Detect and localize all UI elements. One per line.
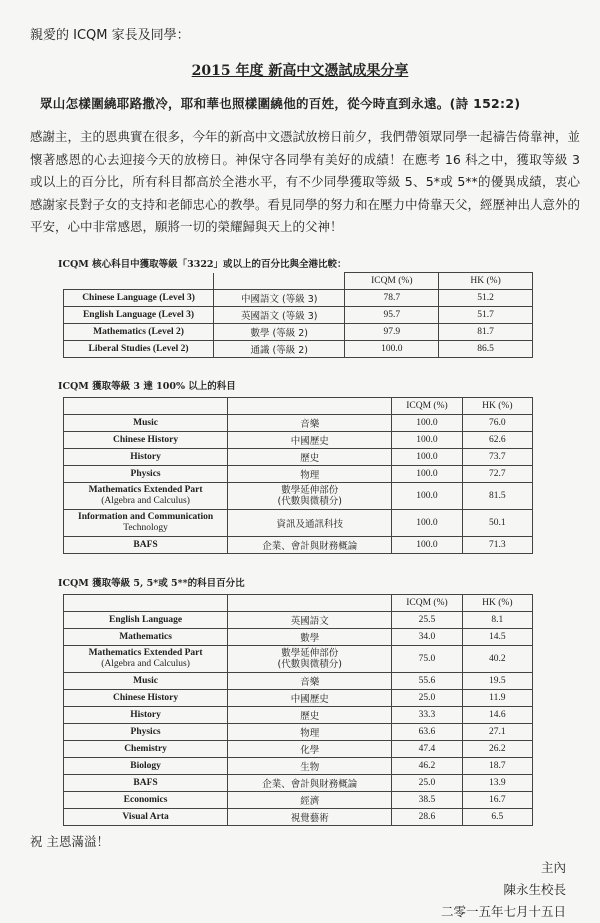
subject-en-cell (64, 324, 214, 341)
subject-en-cell (64, 537, 228, 554)
icqm-percent-cell (345, 307, 439, 324)
subject-zh-cell-line1: 生物 (300, 762, 320, 773)
subject-en-cell (64, 483, 228, 510)
subject-zh-cell-line1: 化學 (300, 745, 320, 756)
icqm-percent-cell (345, 341, 439, 358)
subject-zh-cell (228, 792, 392, 809)
subject-en-cell (64, 466, 228, 483)
table-row (64, 707, 533, 724)
hk-percent-cell-line1: 40.2 (489, 654, 506, 664)
subject-zh-cell (228, 724, 392, 741)
table-row (64, 741, 533, 758)
level3-subjects-table (63, 397, 533, 554)
table-row (64, 449, 533, 466)
icqm-percent-cell (392, 724, 462, 741)
icqm-percent-cell (345, 324, 439, 341)
subject-en-cell (64, 510, 228, 537)
icqm-percent-cell (392, 707, 462, 724)
hk-percent-cell-line1: 71.3 (489, 540, 506, 550)
hk-percent-cell-line1: 51.7 (477, 310, 494, 320)
hk-percent-cell (439, 290, 533, 307)
hk-percent-cell (462, 510, 532, 537)
subject-en-cell (64, 646, 228, 673)
table1-header-row (64, 273, 533, 290)
icqm-percent-cell-line1: 100.0 (381, 344, 403, 354)
hk-percent-cell-line1: 14.5 (489, 632, 506, 642)
hk-percent-cell (462, 537, 532, 554)
hk-percent-cell (462, 724, 532, 741)
icqm-percent-cell-line1: 100.0 (416, 452, 438, 462)
subject-zh-cell-line1: 資訊及通訊科技 (276, 519, 343, 530)
title-text: 2015 年度 新高中文憑試成果分享 (191, 63, 409, 79)
subject-en-cell-line1: Chinese History (112, 435, 179, 445)
subject-en-cell-line2: (Algebra and Calculus) (101, 496, 190, 506)
table3-heading: ICQM 獲取等級 5, 5*或 5**的科目百分比 (58, 578, 245, 589)
hk-percent-cell (462, 707, 532, 724)
table-row (64, 673, 533, 690)
icqm-percent-cell (392, 432, 462, 449)
table-row (64, 341, 533, 358)
icqm-percent-cell (392, 483, 462, 510)
hk-percent-cell (462, 432, 532, 449)
table-row (64, 466, 533, 483)
subject-zh-cell-line1: 數學延伸部份 (281, 648, 339, 659)
subject-en-cell (64, 290, 214, 307)
subject-en-cell (64, 724, 228, 741)
hk-percent-cell-line1: 18.7 (489, 761, 506, 771)
table-row (64, 690, 533, 707)
table2-header-row (64, 398, 533, 415)
table-row (64, 792, 533, 809)
subject-zh-cell (228, 432, 392, 449)
table1-col-hk: HK (%) (439, 273, 533, 290)
subject-en-cell-line1: Physics (130, 469, 161, 479)
subject-zh-cell (228, 537, 392, 554)
subject-zh-cell (214, 307, 345, 324)
subject-en-cell-line1: Music (133, 676, 158, 686)
hk-percent-cell-line1: 8.1 (491, 615, 504, 625)
greeting: 親愛的 ICQM 家長及同學： (30, 28, 190, 43)
icqm-percent-cell (392, 792, 462, 809)
hk-percent-cell-line1: 11.9 (489, 693, 506, 703)
subject-zh-cell (228, 612, 392, 629)
subject-zh-cell-line1: 中國歷史 (290, 436, 329, 447)
hk-percent-cell-line1: 26.2 (489, 744, 506, 754)
subject-zh-cell-line1: 歷史 (300, 711, 320, 722)
subject-zh-cell-line1: 英國語文 (290, 616, 329, 627)
hk-percent-cell-line1: 81.7 (477, 327, 494, 337)
subject-zh-cell (228, 809, 392, 826)
subject-zh-cell (228, 690, 392, 707)
table-row (64, 809, 533, 826)
subject-en-cell-line1: English Language (Level 3) (82, 310, 195, 320)
subject-zh-cell-line1: 物理 (300, 470, 320, 481)
hk-percent-cell (439, 324, 533, 341)
table3-header-row (64, 595, 533, 612)
icqm-percent-cell-line1: 100.0 (416, 491, 438, 501)
subject-zh-cell-line1: 企業、會計與財務概論 (262, 779, 358, 790)
table-row (64, 307, 533, 324)
subject-zh-cell (214, 324, 345, 341)
subject-zh-cell (214, 341, 345, 358)
hk-percent-cell-line1: 13.9 (489, 778, 506, 788)
table2-heading: ICQM 獲取等級 3 達 100% 以上的科目 (58, 381, 236, 392)
icqm-percent-cell-line1: 95.7 (383, 310, 401, 320)
hk-percent-cell (462, 449, 532, 466)
subject-en-cell-line1: BAFS (133, 778, 158, 788)
subject-zh-cell (228, 775, 392, 792)
subject-en-cell-line2: Technology (123, 523, 168, 533)
icqm-percent-cell (392, 449, 462, 466)
table-row (64, 432, 533, 449)
subject-zh-cell-line1: 企業、會計與財務概論 (262, 541, 358, 552)
table3-body (64, 612, 533, 826)
subject-zh-cell (228, 758, 392, 775)
table2-body (64, 415, 533, 554)
hk-percent-cell (462, 673, 532, 690)
hk-percent-cell-line1: 72.7 (489, 469, 506, 479)
icqm-percent-cell-line1: 55.6 (418, 676, 436, 686)
subject-en-cell (64, 809, 228, 826)
hk-percent-cell (462, 629, 532, 646)
icqm-percent-cell-line1: 100.0 (416, 540, 438, 550)
subject-en-cell (64, 449, 228, 466)
hk-percent-cell (462, 612, 532, 629)
table2-col-hk: HK (%) (462, 398, 532, 415)
subject-zh-cell-line2: (代數與微積分) (277, 496, 342, 507)
hk-percent-cell-line1: 62.6 (489, 435, 506, 445)
table3-col-hk: HK (%) (462, 595, 532, 612)
hk-percent-cell (462, 741, 532, 758)
subject-zh-cell (228, 629, 392, 646)
table-row (64, 758, 533, 775)
icqm-percent-cell (392, 629, 462, 646)
table3-col-icqm: ICQM (%) (392, 595, 462, 612)
hk-percent-cell-line1: 27.1 (489, 727, 506, 737)
icqm-percent-cell-line1: 97.9 (383, 327, 401, 337)
subject-zh-cell (228, 466, 392, 483)
level5-subjects-table (63, 594, 533, 826)
icqm-percent-cell (392, 673, 462, 690)
hk-percent-cell-line1: 76.0 (489, 418, 506, 428)
table-row (64, 612, 533, 629)
hk-percent-cell-line1: 6.5 (491, 812, 504, 822)
hk-percent-cell-line1: 14.6 (489, 710, 506, 720)
subject-en-cell-line1: BAFS (133, 540, 158, 550)
hk-percent-cell (439, 341, 533, 358)
document-title (0, 60, 600, 80)
icqm-percent-cell-line1: 100.0 (416, 518, 438, 528)
icqm-percent-cell (392, 415, 462, 432)
subject-zh-cell (228, 449, 392, 466)
subject-en-cell-line1: History (130, 710, 161, 720)
subject-zh-cell-line1: 英國語文 (等級 3) (240, 311, 318, 322)
subject-zh-cell-line1: 中國歷史 (290, 694, 329, 705)
table1-heading: ICQM 核心科目中獲取等級「3322」或以上的百分比與全港比較： (58, 259, 347, 270)
subject-en-cell-line1: Chinese Language (Level 3) (82, 293, 195, 303)
icqm-percent-cell-line1: 33.3 (418, 710, 436, 720)
icqm-percent-cell (392, 741, 462, 758)
subject-zh-cell (228, 646, 392, 673)
table-row (64, 483, 533, 510)
subject-en-cell (64, 690, 228, 707)
table-row (64, 537, 533, 554)
subject-zh-cell-line1: 中國語文 (等級 3) (240, 294, 318, 305)
subject-en-cell (64, 673, 228, 690)
icqm-percent-cell-line1: 100.0 (416, 469, 438, 479)
signature-prefix: 主內 (540, 860, 566, 875)
icqm-percent-cell-line1: 25.0 (418, 778, 436, 788)
subject-en-cell (64, 741, 228, 758)
hk-percent-cell (462, 415, 532, 432)
closing-blessing: 祝 主恩滿溢！ (30, 834, 109, 849)
table-row (64, 290, 533, 307)
icqm-percent-cell (345, 290, 439, 307)
icqm-percent-cell (392, 646, 462, 673)
icqm-percent-cell (392, 809, 462, 826)
subject-en-cell (64, 307, 214, 324)
subject-en-cell-line1: Physics (130, 727, 161, 737)
subject-zh-cell-line1: 歷史 (300, 453, 320, 464)
icqm-percent-cell-line1: 100.0 (416, 435, 438, 445)
hk-percent-cell (462, 466, 532, 483)
table-row (64, 629, 533, 646)
icqm-percent-cell-line1: 46.2 (418, 761, 436, 771)
subject-zh-cell-line1: 通識 (等級 2) (250, 345, 308, 356)
subject-zh-cell-line1: 音樂 (300, 677, 320, 688)
subject-en-cell-line1: Chemistry (124, 744, 167, 754)
hk-percent-cell-line1: 81.5 (489, 491, 506, 501)
subject-en-cell-line1: Liberal Studies (Level 2) (88, 344, 189, 354)
subject-en-cell-line2: (Algebra and Calculus) (101, 659, 190, 669)
subject-en-cell-line1: Mathematics (Level 2) (93, 327, 184, 337)
subject-zh-cell-line1: 音樂 (300, 419, 320, 430)
subject-en-cell-line1: Economics (123, 795, 168, 805)
hk-percent-cell (462, 690, 532, 707)
subject-zh-cell (228, 673, 392, 690)
hk-percent-cell-line1: 86.5 (477, 344, 494, 354)
subject-en-cell (64, 707, 228, 724)
subject-en-cell (64, 612, 228, 629)
hk-percent-cell-line1: 19.5 (489, 676, 506, 686)
hk-percent-cell (462, 646, 532, 673)
table-row (64, 415, 533, 432)
subject-zh-cell-line1: 物理 (300, 728, 320, 739)
table-row (64, 646, 533, 673)
table-row (64, 510, 533, 537)
hk-percent-cell-line1: 73.7 (489, 452, 506, 462)
hk-percent-cell-line1: 16.7 (489, 795, 506, 805)
subject-en-cell-line1: English Language (109, 615, 183, 625)
subject-en-cell-line1: Mathematics Extended Part (88, 485, 203, 495)
hk-percent-cell-line1: 50.1 (489, 518, 506, 528)
subject-en-cell-line1: Mathematics Extended Part (88, 648, 203, 658)
core-subjects-table (63, 272, 533, 358)
hk-percent-cell (439, 307, 533, 324)
table1-col-icqm: ICQM (%) (345, 273, 439, 290)
subject-en-cell (64, 415, 228, 432)
subject-en-cell (64, 341, 214, 358)
subject-en-cell (64, 758, 228, 775)
subject-zh-cell (228, 707, 392, 724)
hk-percent-cell (462, 792, 532, 809)
table-row (64, 324, 533, 341)
icqm-percent-cell-line1: 25.5 (418, 615, 436, 625)
intro-paragraph: 感謝主，主的恩典實在很多，今年的新高中文憑試放榜日前夕，我們帶領眾同學一起禱告倚靠神，並懷著感恩的心去迎接今天的放榜日。神保守各同學有美好的成績！在應考 16 科之中，獲取等級 3 或以上的百分比，所有科目都高於全港水平，有不少同學獲取等級 5、5*或 5**的優異成績，衷心感謝家長對子女的支持和老師忠心的教學。看見同學的努力和在壓力中倚靠天父，經歷神出人意外的平安，心中非常感恩，願將一切的榮耀歸與天上的父神！ (30, 129, 581, 234)
subject-en-cell-line1: History (130, 452, 161, 462)
subject-zh-cell (228, 741, 392, 758)
icqm-percent-cell (392, 612, 462, 629)
subject-zh-cell-line1: 視覺藝術 (290, 813, 329, 824)
subject-en-cell (64, 792, 228, 809)
hk-percent-cell (462, 775, 532, 792)
subject-en-cell-line1: Visual Arta (122, 812, 169, 822)
subject-zh-cell (228, 510, 392, 537)
icqm-percent-cell-line1: 47.4 (418, 744, 436, 754)
subject-en-cell-line1: Music (133, 418, 158, 428)
icqm-percent-cell (392, 537, 462, 554)
subject-zh-cell (228, 415, 392, 432)
icqm-percent-cell (392, 758, 462, 775)
icqm-percent-cell-line1: 78.7 (383, 293, 401, 303)
icqm-percent-cell (392, 775, 462, 792)
letter-date: 二零一五年七月十五日 (440, 904, 566, 919)
table-row (64, 775, 533, 792)
icqm-percent-cell-line1: 75.0 (418, 654, 436, 664)
subject-en-cell (64, 775, 228, 792)
subject-en-cell (64, 432, 228, 449)
icqm-percent-cell-line1: 63.6 (418, 727, 436, 737)
icqm-percent-cell-line1: 100.0 (416, 418, 438, 428)
icqm-percent-cell-line1: 25.0 (418, 693, 436, 703)
table-row (64, 724, 533, 741)
icqm-percent-cell-line1: 28.6 (418, 812, 436, 822)
subject-en-cell-line1: Mathematics (119, 632, 172, 642)
icqm-percent-cell-line1: 38.5 (418, 795, 436, 805)
hk-percent-cell (462, 809, 532, 826)
subject-en-cell-line1: Biology (130, 761, 161, 771)
subject-zh-cell-line1: 經濟 (300, 796, 320, 807)
subject-zh-cell-line1: 數學 (300, 633, 320, 644)
subject-en-cell-line1: Information and Communication (78, 512, 214, 522)
table1-body (64, 290, 533, 358)
hk-percent-cell-line1: 51.2 (477, 293, 494, 303)
icqm-percent-cell (392, 466, 462, 483)
hk-percent-cell (462, 483, 532, 510)
icqm-percent-cell (392, 510, 462, 537)
subject-zh-cell (228, 483, 392, 510)
subject-zh-cell-line1: 數學延伸部份 (281, 485, 339, 496)
icqm-percent-cell-line1: 34.0 (418, 632, 436, 642)
subject-en-cell (64, 629, 228, 646)
signature-principal: 陳永生校長 (503, 882, 566, 897)
table2-col-icqm: ICQM (%) (392, 398, 462, 415)
subject-zh-cell-line1: 數學 (等級 2) (250, 328, 308, 339)
subject-zh-cell (214, 290, 345, 307)
bible-verse: 眾山怎樣圍繞耶路撒冷，耶和華也照樣圍繞他的百姓，從今時直到永遠。(詩 152:2) (40, 96, 521, 111)
hk-percent-cell (462, 758, 532, 775)
subject-zh-cell-line2: (代數與微積分) (277, 659, 342, 670)
subject-en-cell-line1: Chinese History (112, 693, 179, 703)
icqm-percent-cell (392, 690, 462, 707)
